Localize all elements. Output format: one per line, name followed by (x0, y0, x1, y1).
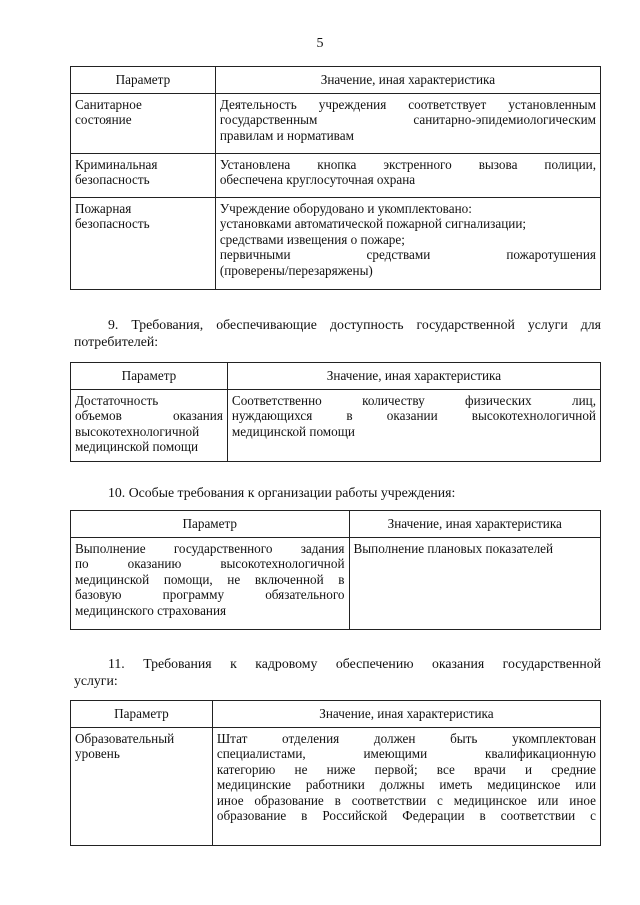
cell-line: Деятельность учреждения соответствует установленным (219, 96, 596, 112)
header-value: Значение, иная характеристика (227, 363, 600, 390)
cell-line: Учреждение оборудовано и укомплектовано: (219, 200, 472, 216)
cell-line: первичными средствами пожаротушения (219, 247, 596, 262)
header-parameter: Параметр (71, 363, 228, 390)
row-param (71, 197, 216, 289)
table-staffing (70, 700, 601, 846)
table-header-row (71, 701, 601, 728)
cell-line: (проверены/перезаряжены) (219, 262, 373, 278)
table-row (71, 537, 601, 629)
header-value: Значение, иная характеристика (349, 511, 600, 538)
table-accessibility (70, 362, 601, 462)
cell-line: по оказанию высокотехнологичной (75, 556, 345, 571)
cell-line: медицинские работники должны иметь медицинское или (216, 777, 596, 792)
section-10-heading (108, 484, 601, 501)
cell-line: Штат отделения должен быть укомплектован (216, 730, 596, 746)
cell-line: нуждающихся в оказании высокотехнологичной (231, 408, 596, 423)
cell-line: правилам и нормативам (219, 127, 354, 143)
row-value (215, 93, 600, 153)
cell-line: Санитарное (75, 96, 142, 112)
cell-line: медицинской помощи (75, 439, 199, 454)
table-row (71, 727, 601, 845)
cell-line: Пожарная (75, 200, 132, 216)
cell-line: обеспечена круглосуточная охрана (219, 172, 416, 187)
table-header-row (71, 363, 601, 390)
cell-line: состояние (75, 112, 132, 127)
cell-line: иное образование в соответствии с медицинское или иное (216, 792, 596, 808)
cell-line: безопасность (75, 172, 150, 187)
cell-line: Криминальная (75, 156, 158, 172)
cell-line: Установлена кнопка экстренного вызова полиции, (219, 156, 596, 172)
table-row (71, 93, 601, 153)
section-11-heading (74, 655, 601, 689)
header-value: Значение, иная характеристика (215, 67, 600, 94)
row-param (71, 93, 216, 153)
cell-line: безопасность (75, 216, 150, 231)
row-value (212, 727, 600, 845)
paragraph-line: услуги: (74, 673, 118, 688)
cell-line: Выполнение плановых показателей (353, 540, 554, 556)
table-special-requirements (70, 510, 601, 630)
cell-line: Соответственно количеству физических лиц, (231, 392, 596, 408)
table-row (71, 389, 601, 461)
header-parameter: Параметр (71, 67, 216, 94)
cell-line: высокотехнологичной (75, 423, 200, 439)
cell-line: средствами извещения о пожаре; (219, 231, 405, 247)
table-environment (70, 66, 601, 290)
cell-line: медицинского страхования (75, 602, 227, 618)
cell-line: специалистами, имеющими квалификационную (216, 746, 596, 761)
paragraph-line: 9. Требования, обеспечивающие доступность государственной услуги для (108, 317, 601, 332)
cell-line: базовую программу обязательного (75, 587, 345, 602)
row-value (349, 537, 600, 629)
header-parameter: Параметр (71, 511, 350, 538)
table-row (71, 197, 601, 289)
paragraph-line: 10. Особые требования к организации работы учреждения: (108, 485, 456, 500)
row-param (71, 389, 228, 461)
cell-line: Достаточность (75, 392, 159, 408)
paragraph-line: потребителей: (74, 334, 159, 349)
cell-line: образование в Российской Федерации в соответствии с (216, 808, 596, 823)
cell-line: государственным санитарно-эпидемиологическим (219, 112, 596, 127)
table-header-row (71, 67, 601, 94)
cell-line: Образовательный (75, 730, 175, 746)
cell-line: уровень (75, 746, 120, 761)
row-value (215, 197, 600, 289)
page-number: 5 (316, 36, 324, 51)
cell-line: установками автоматической пожарной сигнализации; (219, 216, 527, 231)
table-header-row (71, 511, 601, 538)
row-param (71, 727, 213, 845)
row-param (71, 537, 350, 629)
row-value (215, 153, 600, 197)
cell-line: медицинской помощи, не включенной в (75, 571, 345, 587)
header-parameter: Параметр (71, 701, 213, 728)
row-param (71, 153, 216, 197)
cell-line: объемов оказания (75, 408, 223, 423)
section-9-heading (74, 316, 601, 350)
cell-line: Выполнение государственного задания (75, 540, 345, 556)
cell-line: медицинской помощи (231, 423, 355, 439)
row-value (227, 389, 600, 461)
table-row (71, 153, 601, 197)
cell-line: категорию не ниже первой; все врачи и средние (216, 761, 596, 777)
header-value: Значение, иная характеристика (212, 701, 600, 728)
paragraph-line: 11. Требования к кадровому обеспечению оказания государственной (108, 656, 601, 671)
